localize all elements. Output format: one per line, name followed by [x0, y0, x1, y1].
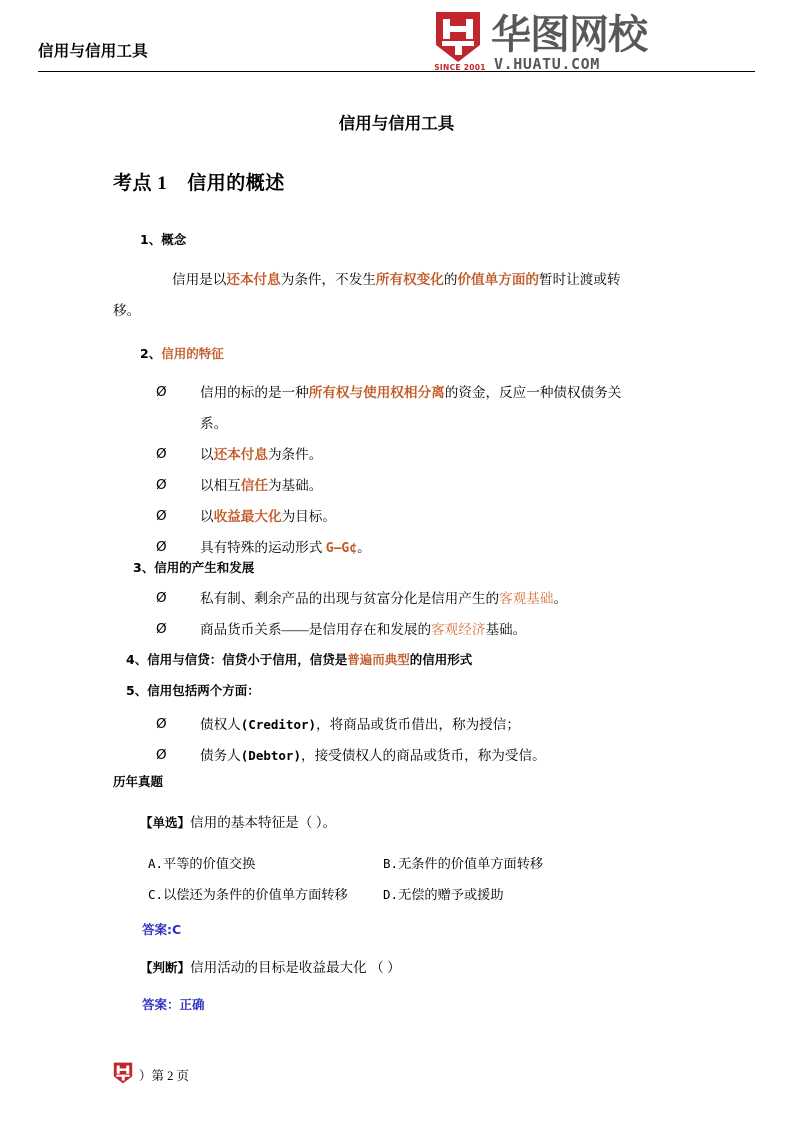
bullet-icon: Ø: [156, 508, 167, 524]
s2-i4-post: 。: [357, 540, 371, 555]
page-header: [0, 0, 793, 80]
s2-i2-highlight: 信任: [240, 478, 268, 493]
list-item-text: [200, 439, 656, 470]
bullet-icon: Ø: [156, 539, 167, 555]
page-number-text: ）第 2 页: [139, 1069, 190, 1083]
bullet-icon: Ø: [156, 590, 167, 606]
section-1-body: [124, 264, 674, 295]
option-b[interactable]: [383, 853, 543, 872]
s2-i2-pre: 以相互: [200, 478, 241, 493]
s3-i1-pre: 商品货币关系——是信用存在和发展的: [200, 622, 432, 637]
s1-highlight-2: 所有权变化: [375, 272, 444, 287]
running-header-title: 信用与信用工具: [38, 42, 148, 60]
bullet-icon: Ø: [156, 446, 167, 462]
list-item: [156, 709, 676, 740]
question-1-answer: 答案:C: [142, 922, 182, 937]
s5-i1-post: ，接受债权人的商品或货币，称为受信。: [301, 748, 546, 763]
s1-text-2: 为条件，不发生: [280, 272, 376, 287]
header-divider: [38, 71, 755, 72]
document-title: 信用与信用工具: [338, 114, 455, 133]
section-3-heading: [133, 558, 254, 576]
kaodian-label: 考点 1: [113, 173, 168, 194]
s2-i1-highlight: 还本付息: [213, 447, 268, 462]
section-3-number: 3、: [133, 560, 155, 575]
question-1-type-tag: 【单选】: [140, 815, 191, 830]
s1-text-4: 暂时让渡或转: [539, 272, 621, 287]
section-4-heading: [126, 650, 472, 668]
brand-since-text: SINCE 2001: [434, 63, 486, 72]
option-a-key: A.: [148, 856, 164, 871]
list-item: [156, 740, 676, 771]
list-item: [156, 470, 656, 501]
section-5-heading: [126, 681, 260, 699]
s2-i1-post: 为条件。: [267, 447, 323, 462]
s3-i0-pre: 私有制、剩余产品的出现与贫富分化是信用产生的: [200, 591, 500, 606]
s2-i0-post: 的资金，反应一种债权债务关: [444, 385, 622, 400]
s5-i0-term: (Creditor): [240, 717, 317, 732]
list-item-text: [200, 377, 656, 408]
list-item: [156, 583, 676, 614]
section-3-title: 信用的产生和发展: [154, 560, 255, 575]
s2-i1-pre: 以: [200, 447, 214, 462]
option-a-text: 平等的价值交换: [163, 856, 256, 871]
question-1: [140, 811, 336, 831]
question-2-answer: 答案：正确: [142, 997, 205, 1012]
kaodian-title: 信用的概述: [187, 173, 285, 194]
option-a[interactable]: [148, 853, 255, 872]
question-2-type-tag: 【判断】: [140, 960, 191, 975]
s5-i0-post: ，将商品或货币借出，称为授信；: [316, 717, 520, 732]
list-item: [156, 377, 656, 408]
bullet-icon: Ø: [156, 477, 167, 493]
s2-i0-highlight: 所有权与使用权相分离: [308, 385, 445, 400]
option-d[interactable]: [383, 884, 504, 903]
s2-i3-highlight: 收益最大化: [213, 509, 282, 524]
s1-highlight-3: 价值单方面的: [457, 272, 540, 287]
section-4-pre: 信用与信贷：信贷小于信用，信贷是: [147, 652, 348, 667]
list-item: [156, 614, 676, 645]
option-d-key: D.: [383, 887, 399, 902]
s2-i3-pre: 以: [200, 509, 214, 524]
s3-i0-post: 。: [553, 591, 568, 606]
page-footer: [113, 1060, 413, 1092]
question-2: [140, 956, 401, 976]
s1-highlight-1: 还本付息: [226, 272, 281, 287]
section-4-highlight: 普遍而典型: [347, 652, 410, 667]
s5-i0-pre: 债权人: [200, 717, 241, 732]
huatu-shield-icon: [113, 1060, 133, 1086]
section-1-body-wrap: 移。: [113, 303, 141, 318]
list-item-text: [200, 614, 676, 645]
s3-i1-post: 基础。: [485, 622, 527, 637]
section-2-title: 信用的特征: [161, 346, 224, 361]
s2-i4-formula: G—G¢: [325, 541, 358, 556]
exam-section-heading: 历年真题: [113, 774, 164, 789]
option-d-text: 无偿的赠予或援助: [398, 887, 504, 902]
option-c[interactable]: [148, 884, 348, 903]
s2-i0-pre: 信用的标的是一种: [200, 385, 309, 400]
s5-i1-pre: 债务人: [200, 748, 241, 763]
bullet-icon: Ø: [156, 621, 167, 637]
option-b-key: B.: [383, 856, 399, 871]
bullet-icon: Ø: [156, 747, 167, 763]
section-heading-kaodian: [113, 168, 285, 195]
option-b-text: 无条件的价值单方面转移: [398, 856, 544, 871]
option-c-key: C.: [148, 887, 164, 902]
list-item-text: [200, 501, 656, 532]
list-item-text: [200, 740, 676, 771]
section-1-title: 概念: [161, 232, 187, 247]
s2-i4-pre: 具有特殊的运动形式: [200, 540, 326, 555]
section-2-number: 2、: [140, 346, 162, 361]
list-item-wrap: 系。: [200, 416, 228, 431]
section-1-number: 1、: [140, 232, 162, 247]
bullet-icon: Ø: [156, 716, 167, 732]
bullet-icon: Ø: [156, 384, 167, 400]
section-5-title: 信用包括两个方面：: [147, 683, 260, 698]
list-item-text: [200, 709, 676, 740]
question-2-text: 信用活动的目标是收益最大化 （ ）: [190, 960, 401, 975]
question-1-text: 信用的基本特征是（ ）。: [190, 815, 337, 830]
list-item-text: [200, 470, 656, 501]
list-item: [156, 439, 656, 470]
section-2-heading: [140, 344, 224, 362]
option-c-text: 以偿还为条件的价值单方面转移: [163, 887, 348, 902]
list-item: [156, 501, 656, 532]
section-4-post: 的信用形式: [409, 652, 473, 667]
s2-i2-post: 为基础。: [267, 478, 323, 493]
s5-i1-term: (Debtor): [240, 748, 301, 763]
list-item-text: [200, 532, 656, 564]
s3-i1-highlight: 客观经济: [431, 622, 486, 637]
section-5-number: 5、: [126, 683, 148, 698]
s1-text-1: 信用是以: [172, 272, 227, 287]
list-item-text: [200, 583, 676, 614]
s3-i0-highlight: 客观基础: [499, 591, 554, 606]
brand-url-text: V.HUATU.COM: [494, 55, 600, 73]
brand-logo: [434, 11, 696, 77]
s2-i3-post: 为目标。: [281, 509, 336, 524]
s1-text-3: 的: [443, 272, 458, 287]
section-4-number: 4、: [126, 652, 148, 667]
section-1-heading: [140, 230, 186, 248]
brand-name-text: 华图网校: [491, 12, 647, 58]
